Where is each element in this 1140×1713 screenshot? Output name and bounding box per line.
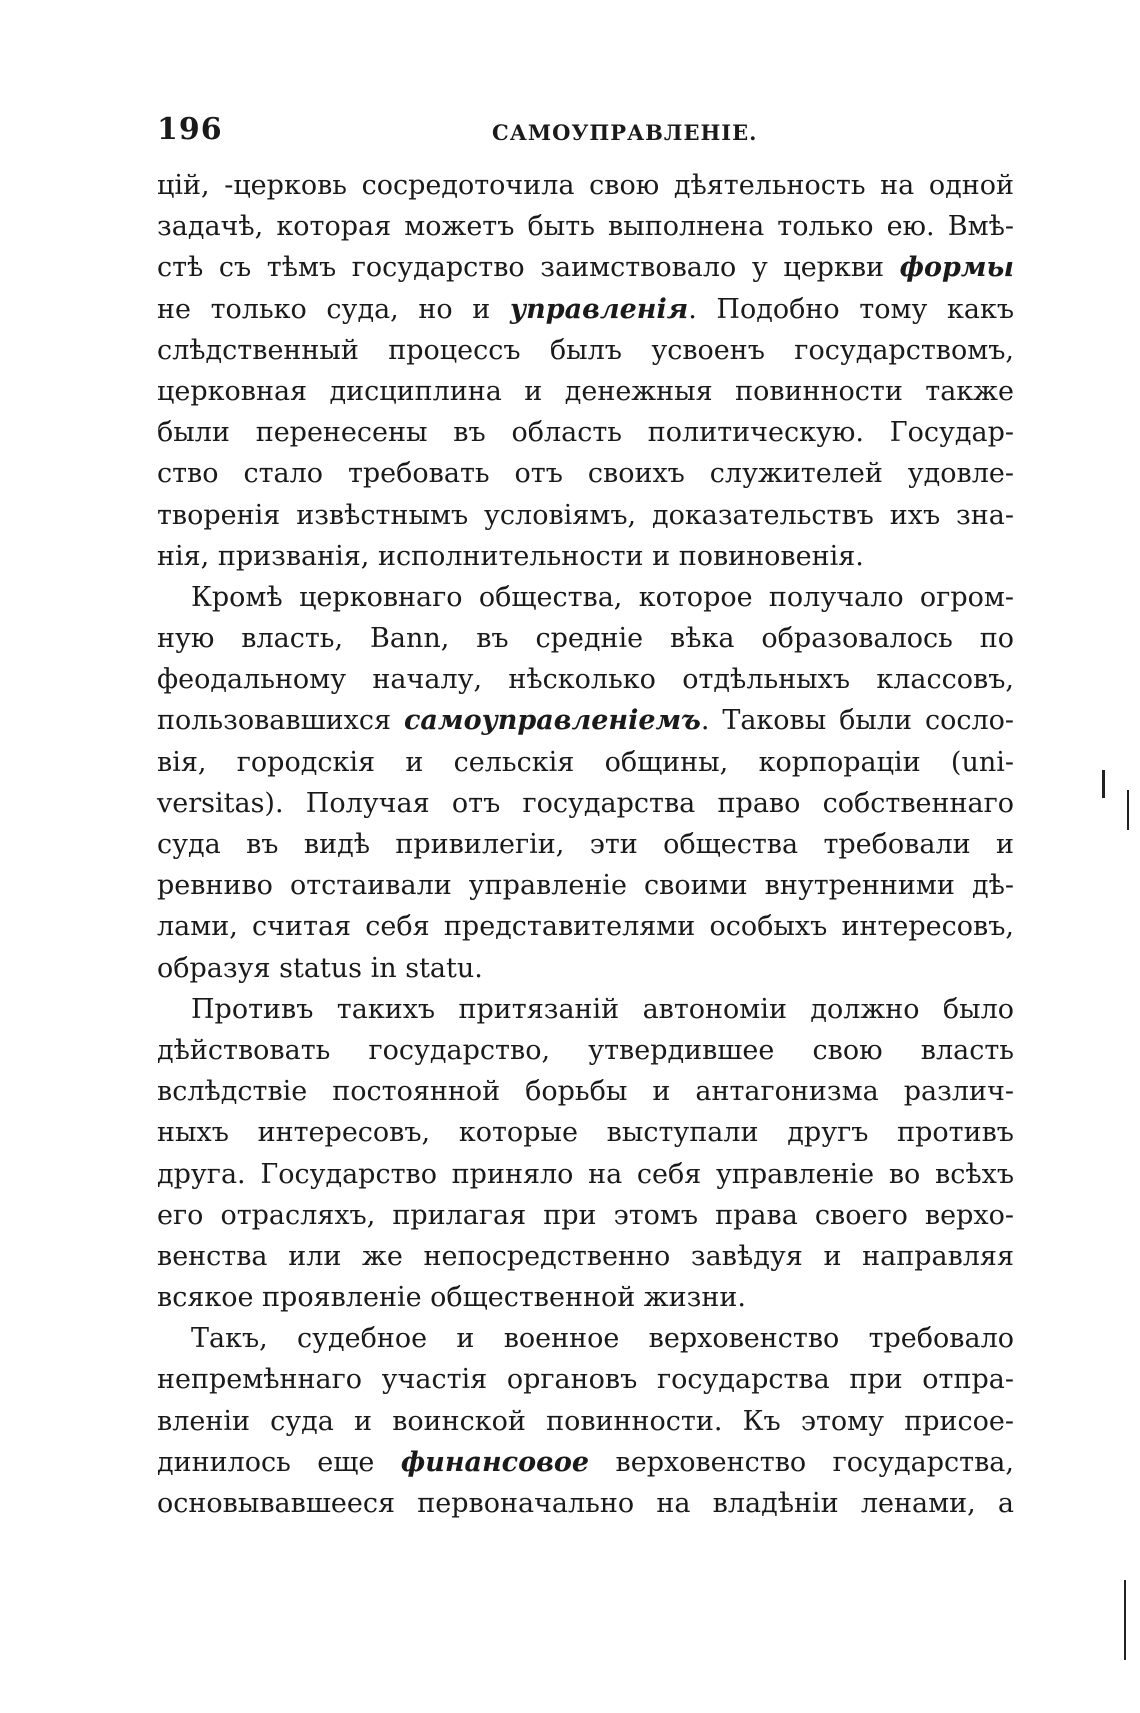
text-segment: ную власть, Bann, въ средніе вѣка образовалось по [157,623,1014,655]
text-line [157,1236,1014,1277]
emphasized-text: формы [899,252,1014,284]
text-line [157,1071,1014,1112]
text-segment: вленіи суда и воинской повинности. Къ этому присое- [157,1405,1014,1437]
emphasized-text: самоуправленіемъ [403,705,701,737]
text-segment: лами, считая себя представителями особыхъ интересовъ, [157,911,1014,943]
text-segment: динилось еще [157,1446,401,1478]
text-segment: основывавшееся первоначально на владѣніи ленами, а [157,1488,1014,1519]
text-segment: Противъ такихъ притязаній автономіи должно было [191,993,1014,1025]
text-line [157,906,1014,947]
text-segment: суда въ видѣ привилегіи, эти общества требовали и [157,829,1014,860]
text-segment: творенія извѣстнымъ условіямъ, доказательствъ ихъ зна- [157,499,1014,531]
text-segment: церковная дисциплина и денежныя повинности также [157,375,1014,407]
text-line [157,1030,1014,1071]
text-segment: . Подобно тому какъ [688,293,1015,325]
text-segment: пользовавшихся [157,705,404,737]
text-line [157,206,1014,247]
text-segment: не только суда, но и [157,293,510,325]
text-line [157,700,1014,741]
text-segment: верховенство государства, [589,1446,1014,1478]
text-line [157,1483,1014,1524]
text-line [157,1112,1014,1153]
text-line [157,1442,1014,1483]
text-segment: стѣ съ тѣмъ государство заимствовало у церкви [157,252,900,284]
emphasized-text: управленія [509,293,689,325]
text-segment: задачѣ, которая можетъ быть выполнена только ею. Вмѣ- [157,211,1014,243]
page-header [157,112,1017,152]
text-line [157,536,1014,577]
text-line [157,742,1014,783]
text-line [157,1401,1014,1442]
emphasized-text: финансовое [400,1446,590,1478]
text-line [157,412,1014,453]
text-segment: слѣдственный процессъ былъ усвоенъ государствомъ, [157,334,1014,366]
text-line [157,948,1014,989]
body-text [157,165,1014,1524]
text-segment: цій, -церковь сосредоточила свою дѣятельность на одной [157,170,1014,201]
text-line [157,1359,1014,1400]
text-segment: друга. Государство приняло на себя управленіе во всѣхъ [157,1158,1014,1190]
text-line [157,247,1014,288]
margin-mark [1124,1580,1126,1660]
text-line [157,989,1014,1030]
text-segment: его отрасляхъ, прилагая при этомъ права своего верхо- [157,1199,1014,1231]
text-line [157,783,1014,824]
text-line [157,824,1014,865]
running-title: САМОУПРАВЛЕНІЕ. [492,120,758,145]
text-line [157,577,1014,618]
text-line [157,330,1014,371]
text-segment: ство стало требовать отъ своихъ служителей удовле- [157,458,1014,490]
text-segment: всякое проявленіе общественной жизни. [157,1282,746,1314]
text-segment: венства или же непосредственно завѣдуя и направляя [157,1240,1014,1272]
text-segment: непремѣннаго участія органовъ государства при отпра- [157,1364,1014,1396]
text-segment: нія, призванія, исполнительности и повиновенія. [157,540,864,572]
text-line [157,1154,1014,1195]
text-line [157,659,1014,700]
text-segment: ревниво отстаивали управленіе своими внутренними дѣ- [157,870,1014,902]
text-line [157,371,1014,412]
text-segment: вія, городскія и сельскія общины, корпораціи (uni- [157,746,1014,778]
text-segment: . Таковы были сосло- [700,705,1014,737]
text-segment: Кромѣ церковнаго общества, которое получало огром- [191,581,1014,613]
text-line [157,289,1014,330]
text-segment: Такъ, судебное и военное верховенство требовало [191,1323,1014,1355]
page-number: 196 [157,112,223,147]
text-line [157,453,1014,494]
text-segment: феодальному началу, нѣсколько отдѣльныхъ классовъ, [157,664,1014,696]
text-segment: дѣйствовать государство, утвердившее свою власть [157,1034,1014,1066]
margin-mark [1127,790,1129,830]
text-line [157,1318,1014,1359]
text-line [157,865,1014,906]
text-line [157,1277,1014,1318]
text-segment: versitas). Получая отъ государства право собственнаго [157,787,1014,819]
text-segment: образуя status in statu. [157,952,483,984]
text-line [157,495,1014,536]
text-line [157,1195,1014,1236]
text-line [157,618,1014,659]
text-segment: были перенесены въ область политическую. Государ- [157,417,1014,449]
text-segment: ныхъ интересовъ, которые выступали другъ противъ [157,1117,1014,1149]
margin-mark [1102,770,1105,798]
text-line [157,165,1014,206]
text-segment: вслѣдствіе постоянной борьбы и антагонизма различ- [157,1076,1014,1108]
